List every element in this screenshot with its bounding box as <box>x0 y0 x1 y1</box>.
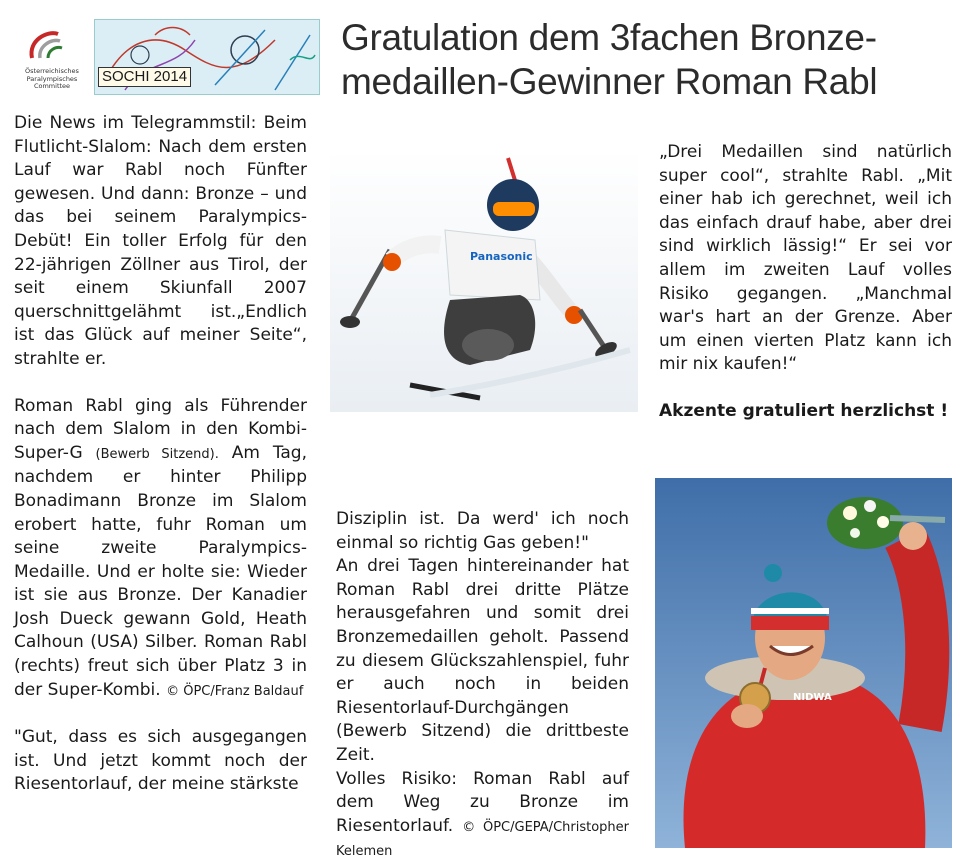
paralympic-logo <box>18 24 86 96</box>
col1-paragraph-2: Roman Rabl ging als Führender nach dem Slalom in den Kombi-Super-G (Bewerb Sitzend). Am Tag, nachdem er hinter Philipp Bonadimann Bronze im Slalom erobert hatte, fuhr Roman um seine zweite Paralympics-Medaille. Und er holte sie: Wieder ist sie aus Bronze. Der Kanadier Josh Dueck gewann Gold, Heath Calhoun (USA) Silber. Roman Rabl (rechts) freut sich über Platz 3 in der Super-Kombi. © ÖPC/Franz Baldauf <box>14 395 308 700</box>
col2-paragraph-3: Volles Risiko: Roman Rabl auf dem Weg zu Bronze im Riesentorlauf. © ÖPC/GEPA/Christopher Kelemen <box>336 768 629 860</box>
headline <box>341 16 951 104</box>
col2-photo-credit: © ÖPC/GEPA/Christopher Kelemen <box>336 819 629 860</box>
logo-caption: Österreichisches Paralympisches Committee <box>25 67 79 90</box>
column-2 <box>336 508 629 864</box>
col1-photo-credit: © ÖPC/Franz Baldauf <box>166 683 304 699</box>
col1-paragraph-3: "Gut, dass es sich ausgegangen ist. Und jetzt kommt noch der Riesentorlauf, der meine stärkste <box>14 727 307 795</box>
congratulations-line: Akzente gratuliert herzlichst ! <box>659 400 949 421</box>
column-1 <box>14 112 307 797</box>
medal-photo <box>655 478 952 848</box>
sochi-label: SOCHI 2014 <box>98 67 191 87</box>
sochi-banner <box>94 19 320 95</box>
col1-event-note: (Bewerb Sitzend). <box>95 446 219 462</box>
paralympic-agitos-icon <box>18 24 86 64</box>
col1-paragraph-1: Die News im Telegrammstil: Beim Flutlicht-Slalom: Nach dem ersten Lauf war Rabl noch Fünfter gewesen. Und dann: Bronze – und das bei seinem Paralympics-Debüt! Ein toller Erfolg für den 22-jährigen Zöllner aus Tirol, der seit einem Skiunfall 2007 querschnittgelähmt ist.„Endlich ist das Glück auf meiner Seite“, strahlte er. <box>14 113 307 369</box>
column-3 <box>659 141 952 424</box>
headline-line-2: medaillen-Gewinner Roman Rabl <box>341 61 878 102</box>
skier-photo <box>330 150 638 412</box>
medal-bib-label: NIDWA <box>793 692 832 703</box>
skier-bib-label: Panasonic <box>470 250 533 263</box>
col2-paragraph-1: Disziplin ist. Da werd' ich noch einmal so richtig Gas geben!" <box>336 509 629 553</box>
col2-paragraph-2: An drei Tagen hintereinander hat Roman Rabl drei dritte Plätze herausgefahren und somit drei Bronzemedaillen geholt. Passend zu diesem Glückszahlenspiel, fuhr er auch noch in beiden Riesentorlauf-Durchgängen (Bewerb Sitzend) die drittbeste Zeit. <box>336 556 629 765</box>
col3-quote: „Drei Medaillen sind natürlich super cool“, strahlte Rabl. „Mit einer hab ich gerechnet, weil ich das einfach drauf habe, aber drei sind wirklich lässig!“ Er sei vor allem im zweiten Lauf volles Risiko gegangen. „Manchmal war's hart an der Grenze. Aber um einen vierten Platz kann ich mir nix kaufen!“ <box>659 142 952 375</box>
headline-line-1: Gratulation dem 3fachen Bronze- <box>341 17 877 58</box>
